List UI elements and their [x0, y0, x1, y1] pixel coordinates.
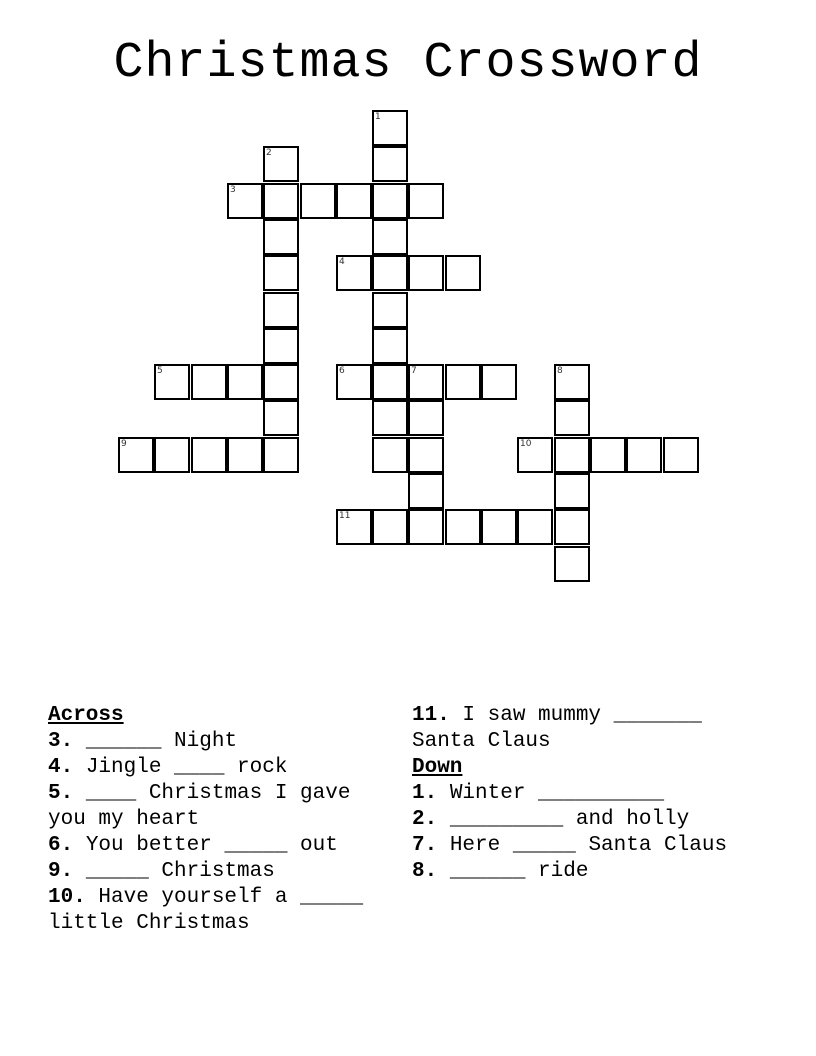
clue-number: 7. [412, 834, 438, 857]
clues-right-column [412, 703, 772, 885]
grid-cell[interactable] [227, 183, 263, 219]
grid-cell[interactable] [263, 292, 299, 328]
cell-number: 3 [230, 185, 236, 195]
clue-across-11 [412, 703, 772, 755]
grid-cell[interactable] [481, 509, 517, 545]
grid-cell[interactable] [517, 437, 553, 473]
grid-cell[interactable] [372, 255, 408, 291]
cell-number: 7 [411, 366, 417, 376]
page-title: Christmas Crossword [113, 35, 703, 92]
grid-cell[interactable] [408, 364, 444, 400]
clue-number: 9. [48, 860, 74, 883]
grid-cell[interactable] [263, 146, 299, 182]
cell-number: 8 [557, 366, 563, 376]
cell-number: 10 [520, 439, 532, 449]
clues-left-column [48, 703, 393, 937]
clue-across-10 [48, 885, 393, 937]
grid-cell[interactable] [336, 509, 372, 545]
grid-cell[interactable] [263, 364, 299, 400]
clue-across-9 [48, 859, 393, 885]
clue-text: _________ and holly [437, 808, 690, 831]
cell-number: 11 [339, 511, 351, 521]
across-heading: Across [48, 704, 124, 727]
clue-number: 3. [48, 730, 74, 753]
grid-cell[interactable] [372, 219, 408, 255]
grid-cell[interactable] [263, 437, 299, 473]
grid-cell[interactable] [408, 509, 444, 545]
clue-number: 6. [48, 834, 74, 857]
clue-across-3 [48, 729, 393, 755]
grid-cell[interactable] [372, 183, 408, 219]
grid-cell[interactable] [227, 364, 263, 400]
grid-cell[interactable] [554, 437, 590, 473]
grid-cell[interactable] [554, 473, 590, 509]
grid-cell[interactable] [663, 437, 699, 473]
grid-cell[interactable] [372, 364, 408, 400]
grid-cell[interactable] [408, 400, 444, 436]
grid-cell[interactable] [263, 219, 299, 255]
clue-number: 10. [48, 886, 86, 909]
grid-cell[interactable] [336, 183, 372, 219]
clue-across-4 [48, 755, 393, 781]
grid-cell[interactable] [191, 437, 227, 473]
clue-down-7 [412, 833, 772, 859]
clue-text: ____ Christmas I gave you my heart [48, 782, 364, 831]
grid-cell[interactable] [554, 546, 590, 582]
grid-cell[interactable] [372, 146, 408, 182]
clue-number: 1. [412, 782, 438, 805]
grid-cell[interactable] [191, 364, 227, 400]
clue-text: Jingle ____ rock [73, 756, 288, 779]
cell-number: 2 [266, 148, 272, 158]
grid-cell[interactable] [227, 437, 263, 473]
grid-cell[interactable] [372, 437, 408, 473]
grid-cell[interactable] [445, 364, 481, 400]
clue-down-8 [412, 859, 772, 885]
grid-cell[interactable] [445, 255, 481, 291]
cell-number: 1 [375, 112, 381, 122]
clue-text: Here _____ Santa Claus [437, 834, 728, 857]
grid-cell[interactable] [263, 328, 299, 364]
clue-number: 2. [412, 808, 438, 831]
grid-cell[interactable] [372, 292, 408, 328]
grid-cell[interactable] [445, 509, 481, 545]
grid-cell[interactable] [372, 328, 408, 364]
grid-cell[interactable] [481, 364, 517, 400]
grid-cell[interactable] [154, 437, 190, 473]
clue-number: 11. [412, 704, 450, 727]
clue-text: You better _____ out [73, 834, 338, 857]
cell-number: 4 [339, 257, 345, 267]
cell-number: 5 [157, 366, 163, 376]
grid-cell[interactable] [408, 473, 444, 509]
clue-number: 5. [48, 782, 74, 805]
grid-cell[interactable] [154, 364, 190, 400]
grid-cell[interactable] [554, 400, 590, 436]
clue-text: Winter __________ [437, 782, 665, 805]
grid-cell[interactable] [263, 255, 299, 291]
grid-cell[interactable] [336, 255, 372, 291]
grid-cell[interactable] [372, 509, 408, 545]
grid-cell[interactable] [554, 364, 590, 400]
clue-number: 4. [48, 756, 74, 779]
down-heading: Down [412, 756, 463, 779]
clue-down-1 [412, 781, 772, 807]
grid-cell[interactable] [118, 437, 154, 473]
grid-cell[interactable] [554, 509, 590, 545]
clue-across-5 [48, 781, 393, 833]
clue-text: ______ ride [437, 860, 589, 883]
grid-cell[interactable] [336, 364, 372, 400]
grid-cell[interactable] [263, 183, 299, 219]
cell-number: 9 [121, 439, 127, 449]
clue-text: ______ Night [73, 730, 238, 753]
grid-cell[interactable] [517, 509, 553, 545]
clue-across-6 [48, 833, 393, 859]
grid-cell[interactable] [408, 255, 444, 291]
clue-number: 8. [412, 860, 438, 883]
grid-cell[interactable] [590, 437, 626, 473]
grid-cell[interactable] [408, 437, 444, 473]
grid-cell[interactable] [300, 183, 336, 219]
grid-cell[interactable] [263, 400, 299, 436]
clue-text: Have yourself a _____ little Christmas [48, 886, 376, 935]
clue-text: _____ Christmas [73, 860, 275, 883]
grid-cell[interactable] [372, 110, 408, 146]
grid-cell[interactable] [408, 183, 444, 219]
clue-down-2 [412, 807, 772, 833]
grid-cell[interactable] [372, 400, 408, 436]
cell-number: 6 [339, 366, 345, 376]
grid-cell[interactable] [626, 437, 662, 473]
clue-text: I saw mummy _______ Santa Claus [412, 704, 715, 753]
